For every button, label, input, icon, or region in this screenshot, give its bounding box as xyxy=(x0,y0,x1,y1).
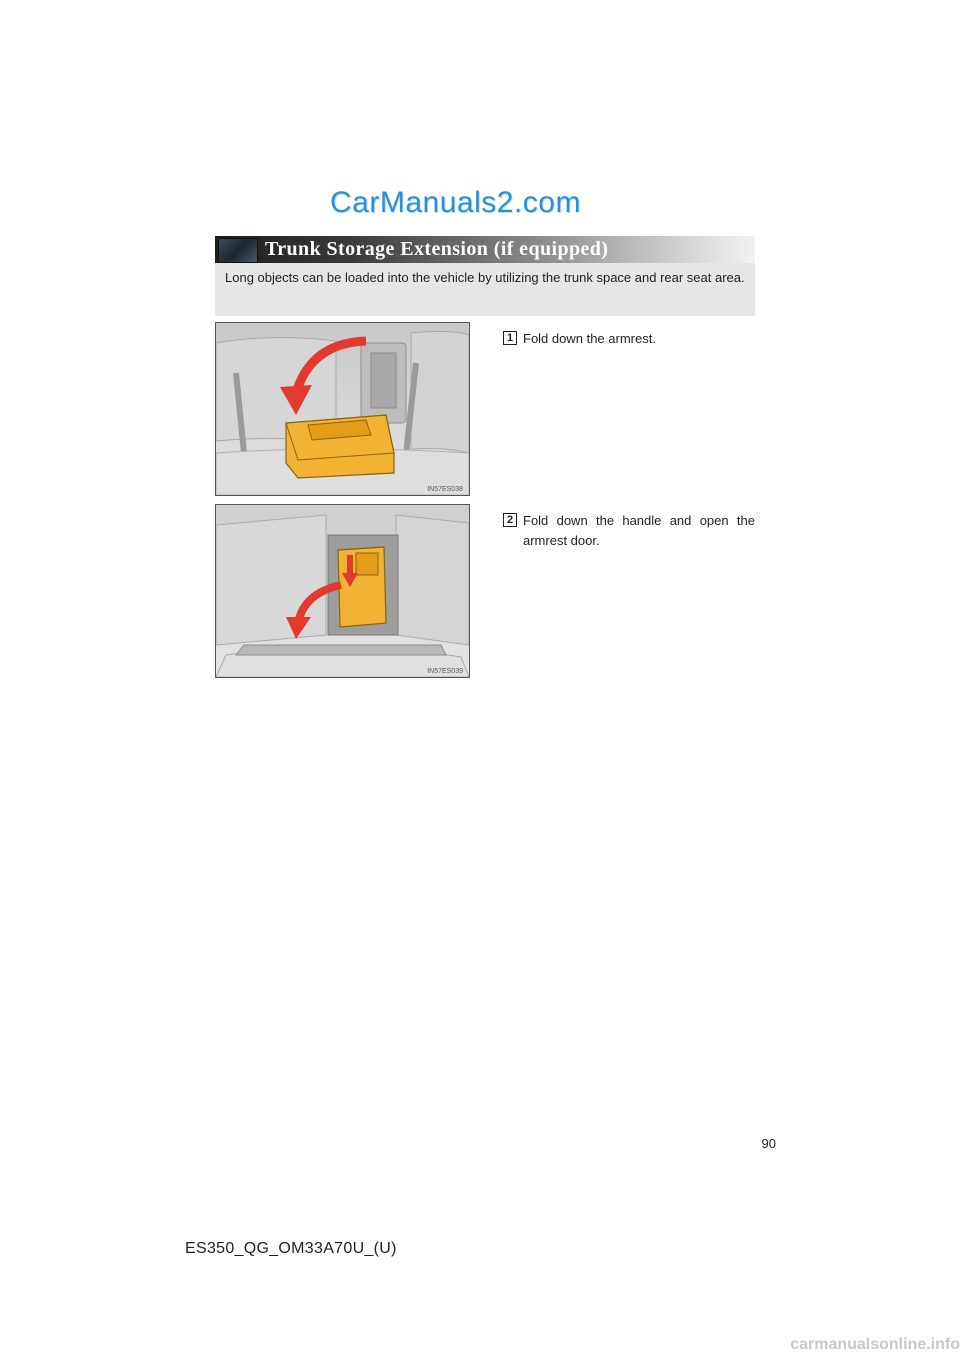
watermark-top: CarManuals2.com xyxy=(330,186,581,219)
footer-document-code: ES350_QG_OM33A70U_(U) xyxy=(185,1240,397,1257)
figure-code: IN57ES039 xyxy=(427,668,463,675)
figure-code: IN57ES038 xyxy=(427,486,463,493)
watermark-bottom: carmanualsonline.info xyxy=(790,1336,960,1353)
step-text: Fold down the armrest. xyxy=(523,331,656,346)
figure-open-armrest-door xyxy=(215,504,470,678)
figure-fold-armrest xyxy=(215,322,470,496)
step-number: 1 xyxy=(503,331,517,345)
section-title: Trunk Storage Extension (if equipped) xyxy=(265,238,609,260)
step-text: Fold down the handle and open the armrest door. xyxy=(523,513,755,548)
page-number: 90 xyxy=(761,1136,776,1151)
step-number: 2 xyxy=(503,513,517,527)
section-header-icon xyxy=(218,238,258,263)
intro-text: Long objects can be loaded into the vehicle by utilizing the trunk space and rear seat area. xyxy=(225,270,745,285)
